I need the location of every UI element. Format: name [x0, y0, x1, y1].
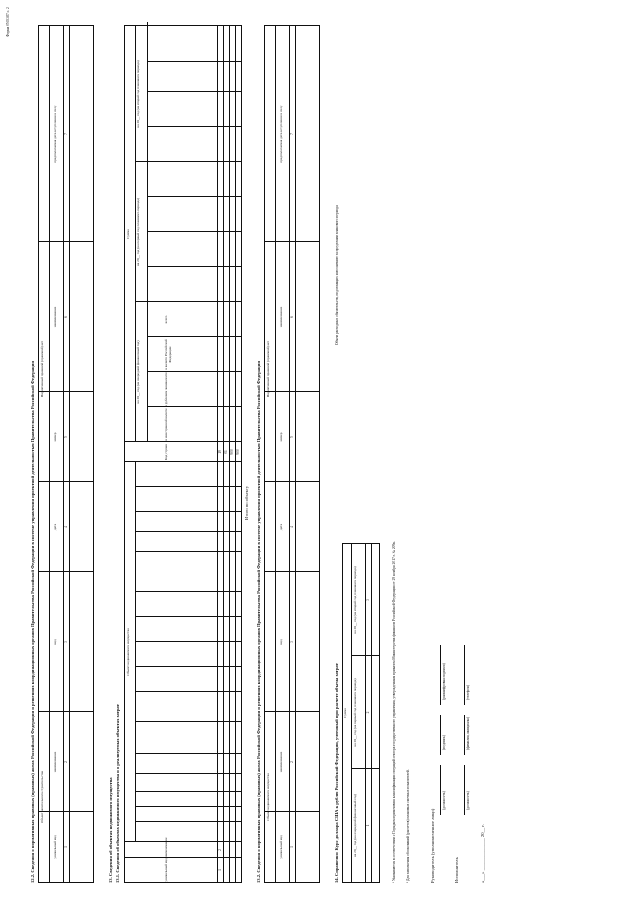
- s2-group-obj: Объект недвижимого имущества: [126, 628, 130, 676]
- footnote-1: ¹ Указываются в соответствии с Порядком применения классификации операций сектора государственного управления, утвержденным приказом Министерства финансов Российской Федерации от 29 ноября 2017 г. № 209н.: [392, 540, 396, 883]
- s1-num: 3: [64, 641, 68, 643]
- section-2-subtitle: 13.1. Сведения об объектах недвижимого имущества и о реализуемых объектах затрат: [115, 704, 120, 883]
- footnote-2: ² Для заполнения обоснований (расчетов) плановых сметных показателей.: [406, 769, 410, 883]
- s3-num: 6: [290, 316, 294, 318]
- exec-label: Исполнитель: [454, 857, 459, 883]
- s3-num: 1: [290, 846, 294, 848]
- s1-col-4: дата: [53, 523, 57, 531]
- s2-table: [124, 25, 242, 883]
- s1-num: 1: [64, 846, 68, 848]
- s3-num: 7: [290, 133, 294, 135]
- s3-col: дата: [279, 523, 283, 531]
- s3-col: вид: [279, 639, 283, 645]
- s2-col-1: уникальный код: [164, 858, 168, 882]
- s1-col-3: вид: [53, 639, 57, 645]
- s3-col: уникальный код: [279, 835, 283, 859]
- s2-row-code: 01: [224, 450, 228, 454]
- s2-total-label: Итого по объекту: [244, 485, 249, 520]
- s1-col-1: уникальный код: [53, 835, 57, 859]
- s2-money-label: в валюте Российской Федерации: [164, 339, 172, 370]
- s2-row-code: 900: [230, 449, 234, 455]
- head-label: Руководитель (уполномоченное лицо): [430, 808, 435, 883]
- s3-table: [264, 25, 320, 883]
- s2-period-2: на 20__ год (на первый год планового периода): [136, 197, 140, 267]
- form-label: Форма 0503387 с. 2: [6, 7, 10, 37]
- s1-col-5: номер: [53, 432, 57, 442]
- s4-table: [342, 543, 380, 883]
- s3-num: 5: [290, 436, 294, 438]
- s3-col: предполагаемая дата вступления в силу: [279, 105, 283, 163]
- s4-col: на 20__ год (на первый год планового периода): [353, 678, 357, 747]
- s3-num: 4: [290, 526, 294, 528]
- s2-group-calc: Сумма: [126, 229, 130, 239]
- exec-field: (телефон): [466, 684, 470, 700]
- s3-num: 3: [290, 641, 294, 643]
- s1-num: 4: [64, 526, 68, 528]
- s2-col-2: наименование: [164, 837, 168, 858]
- s1-num: 7: [64, 133, 68, 135]
- s1-group-obj: Объект капитального строительства: [40, 770, 44, 824]
- s4-group-sum: Сумма: [343, 708, 347, 718]
- s1-table: [38, 25, 94, 883]
- date-line: «___» ______________ 20__ г.: [480, 824, 485, 883]
- s4-num: 3: [366, 599, 370, 601]
- s2-money-label: в рублевом эквиваленте: [164, 372, 168, 407]
- s2-period-3: на 20__ год (на второй год планового периода): [136, 60, 140, 128]
- s1-num: 2: [64, 761, 68, 763]
- s3-group-obj: Объект недвижимого имущества: [266, 773, 270, 821]
- s4-num: 2: [366, 711, 370, 714]
- s3-col: наименование: [279, 751, 283, 773]
- section-2-title: 13. Сведения об объектах недвижимого имущества: [108, 777, 113, 883]
- s2-num: 2: [218, 849, 222, 851]
- s4-col: на 20__ год (на второй год планового периода): [353, 566, 357, 634]
- sig-field: (должность): [442, 791, 446, 810]
- s2-period-1: на 20__ год (на очередной финансовый год): [136, 340, 140, 404]
- s4-num: 1: [366, 824, 370, 827]
- s4-side-note: Объем расходных обязательств, подлежащих исполнению за пределами планового периода: [335, 205, 339, 345]
- section-1-title: 12.2. Сведения о нормативных правовых (правовых) актах Российской Федерации и решениях координационных органов Правительства Российской Федерации в системе управления проектной деятельностью Правительства Российской Федерации: [30, 361, 35, 883]
- section-3-title: 13.2. Сведения о нормативных правовых (правовых) актах Российской Федерации и решениях координационных органов Правительства Российской Федерации в системе управления проектной деятельностью Правительства Российской Федерации: [256, 361, 261, 883]
- s1-col-6: наименование: [53, 306, 57, 328]
- s2-money-label: в иностранной валюте: [164, 408, 168, 441]
- sig-field: (расшифровка подписи): [442, 663, 446, 700]
- s3-col: наименование: [279, 306, 283, 328]
- s1-col-7: предполагаемая дата вступления в силу: [53, 105, 57, 163]
- s2-money-label: всего: [164, 315, 168, 324]
- exec-field: (должность): [466, 791, 470, 810]
- s3-col: номер: [279, 432, 283, 442]
- s2-num: 1: [218, 869, 222, 871]
- s3-group-npa: Нормативный правовой (правовой) акт: [266, 340, 270, 398]
- s2-num: 19: [218, 450, 222, 454]
- s3-num: 2: [290, 761, 294, 763]
- s1-num: 5: [64, 436, 68, 438]
- s4-col: на 20__ год (на очередной финансовый год): [353, 793, 357, 858]
- s2-row-code: 900: [236, 449, 240, 455]
- sig-field: (подпись): [442, 735, 446, 750]
- exec-field: (фамилия, инициалы): [466, 716, 470, 750]
- s1-num: 6: [64, 316, 68, 318]
- s2-row-code-header: Код строки: [164, 443, 168, 461]
- s1-col-2: наименование: [53, 751, 57, 773]
- s1-group-npa: Нормативный правовой (правовой) акт: [40, 340, 44, 398]
- section-4-title: 14. Справочно: Курс доллара США к рублю Российской Федерации, учтенный при расчете объема затрат: [334, 663, 339, 883]
